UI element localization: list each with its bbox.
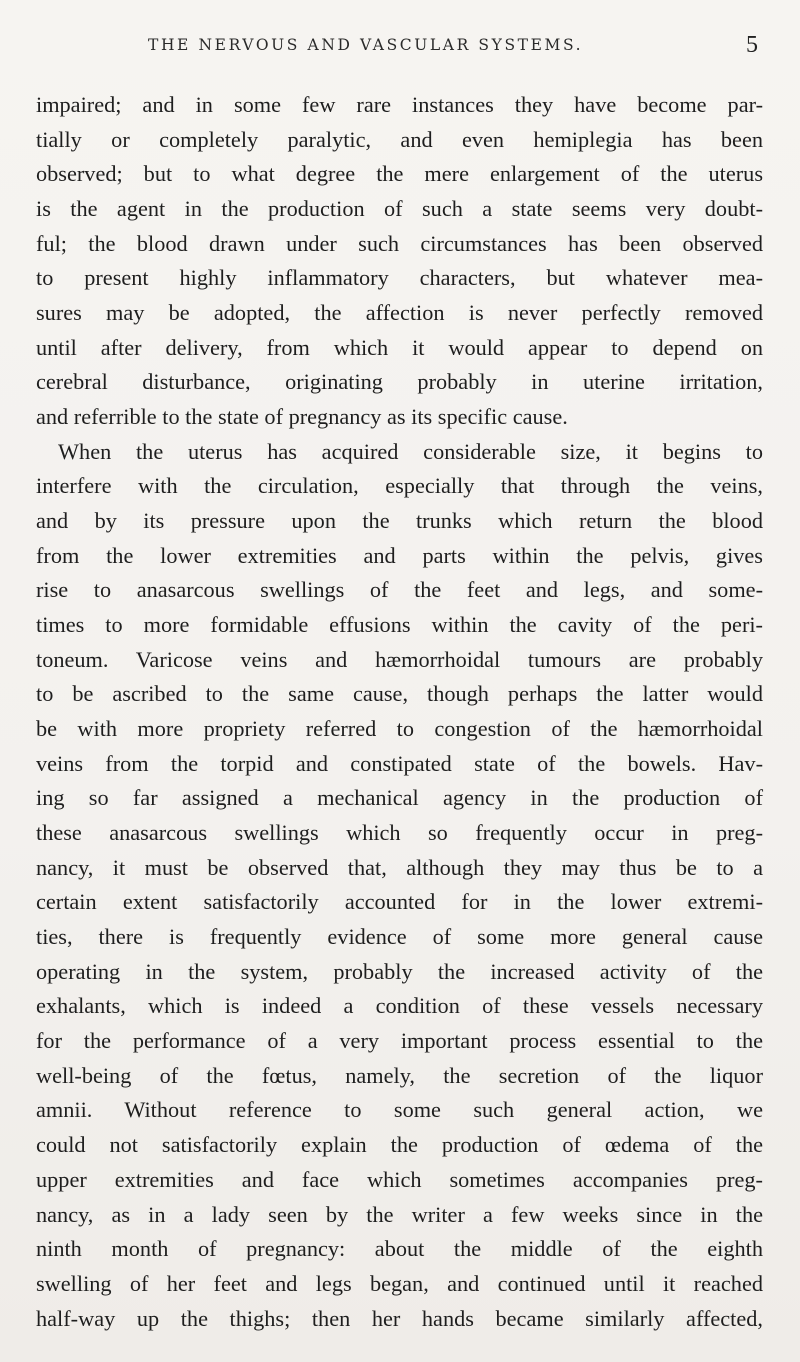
text-line: rise to anasarcous swellings of the feet and legs, and some- bbox=[36, 577, 763, 603]
text-line: certain extent satisfactorily accounted for in the lower extremi- bbox=[36, 889, 763, 915]
page-header bbox=[148, 32, 758, 66]
text-line: observed; but to what degree the mere enlargement of the uterus bbox=[36, 161, 763, 187]
text-line: ties, there is frequently evidence of some more general cause bbox=[36, 924, 763, 950]
text-line: sures may be adopted, the affection is never perfectly removed bbox=[36, 300, 763, 326]
text-line: impaired; and in some few rare instances they have become par- bbox=[36, 92, 763, 117]
text-line: times to more formidable effusions within the cavity of the peri- bbox=[36, 612, 763, 638]
text-line: veins from the torpid and constipated state of the bowels. Hav- bbox=[36, 750, 763, 776]
text-line: until after delivery, from which it would appear to depend on bbox=[36, 334, 763, 360]
text-line: toneum. Varicose veins and hæmorrhoidal tumours are probably bbox=[36, 646, 763, 672]
text-line: to present highly inflammatory characters, but whatever mea- bbox=[36, 265, 763, 291]
text-line: and referrible to the state of pregnancy as its specific cause. bbox=[36, 404, 568, 430]
text-line: be with more propriety referred to congestion of the hæmorrhoidal bbox=[36, 716, 763, 742]
text-line: these anasarcous swellings which so frequently occur in preg- bbox=[36, 820, 763, 846]
body-text bbox=[36, 88, 763, 1336]
text-line: swelling of her feet and legs began, and continued until it reached bbox=[36, 1270, 763, 1296]
text-line: cerebral disturbance, originating probably in uterine irritation, bbox=[36, 369, 763, 395]
text-line: ing so far assigned a mechanical agency in the production of bbox=[36, 785, 763, 811]
page-number: 5 bbox=[746, 32, 758, 58]
text-line: and by its pressure upon the trunks which return the blood bbox=[36, 508, 763, 534]
text-line: tially or completely paralytic, and even hemiplegia has been bbox=[36, 126, 763, 152]
running-head: THE NERVOUS AND VASCULAR SYSTEMS. bbox=[148, 36, 584, 54]
text-line: nancy, it must be observed that, although they may thus be to a bbox=[36, 854, 763, 880]
text-line: nancy, as in a lady seen by the writer a few weeks since in the bbox=[36, 1201, 763, 1227]
text-line: is the agent in the production of such a state seems very doubt- bbox=[36, 196, 763, 222]
text-line: from the lower extremities and parts within the pelvis, gives bbox=[36, 542, 763, 568]
text-line: When the uterus has acquired considerable size, it begins to bbox=[58, 438, 763, 464]
paragraph-1 bbox=[36, 88, 763, 435]
text-line: operating in the system, probably the increased activity of the bbox=[36, 958, 763, 984]
text-line: for the performance of a very important process essential to the bbox=[36, 1028, 763, 1054]
text-line: amnii. Without reference to some such general action, we bbox=[36, 1097, 763, 1123]
text-line: well-being of the fœtus, namely, the secretion of the liquor bbox=[36, 1062, 763, 1088]
text-line: upper extremities and face which sometimes accompanies preg- bbox=[36, 1166, 763, 1192]
text-line: ninth month of pregnancy: about the middle of the eighth bbox=[36, 1236, 763, 1262]
text-line: half-way up the thighs; then her hands became similarly affected, bbox=[36, 1305, 763, 1331]
paragraph-2 bbox=[36, 435, 763, 1336]
text-line: ful; the blood drawn under such circumstances has been observed bbox=[36, 230, 763, 256]
text-line: exhalants, which is indeed a condition of these vessels necessary bbox=[36, 993, 763, 1019]
text-line: interfere with the circulation, especially that through the veins, bbox=[36, 473, 763, 499]
text-line: could not satisfactorily explain the production of œdema of the bbox=[36, 1132, 763, 1158]
text-line: to be ascribed to the same cause, though perhaps the latter would bbox=[36, 681, 763, 707]
